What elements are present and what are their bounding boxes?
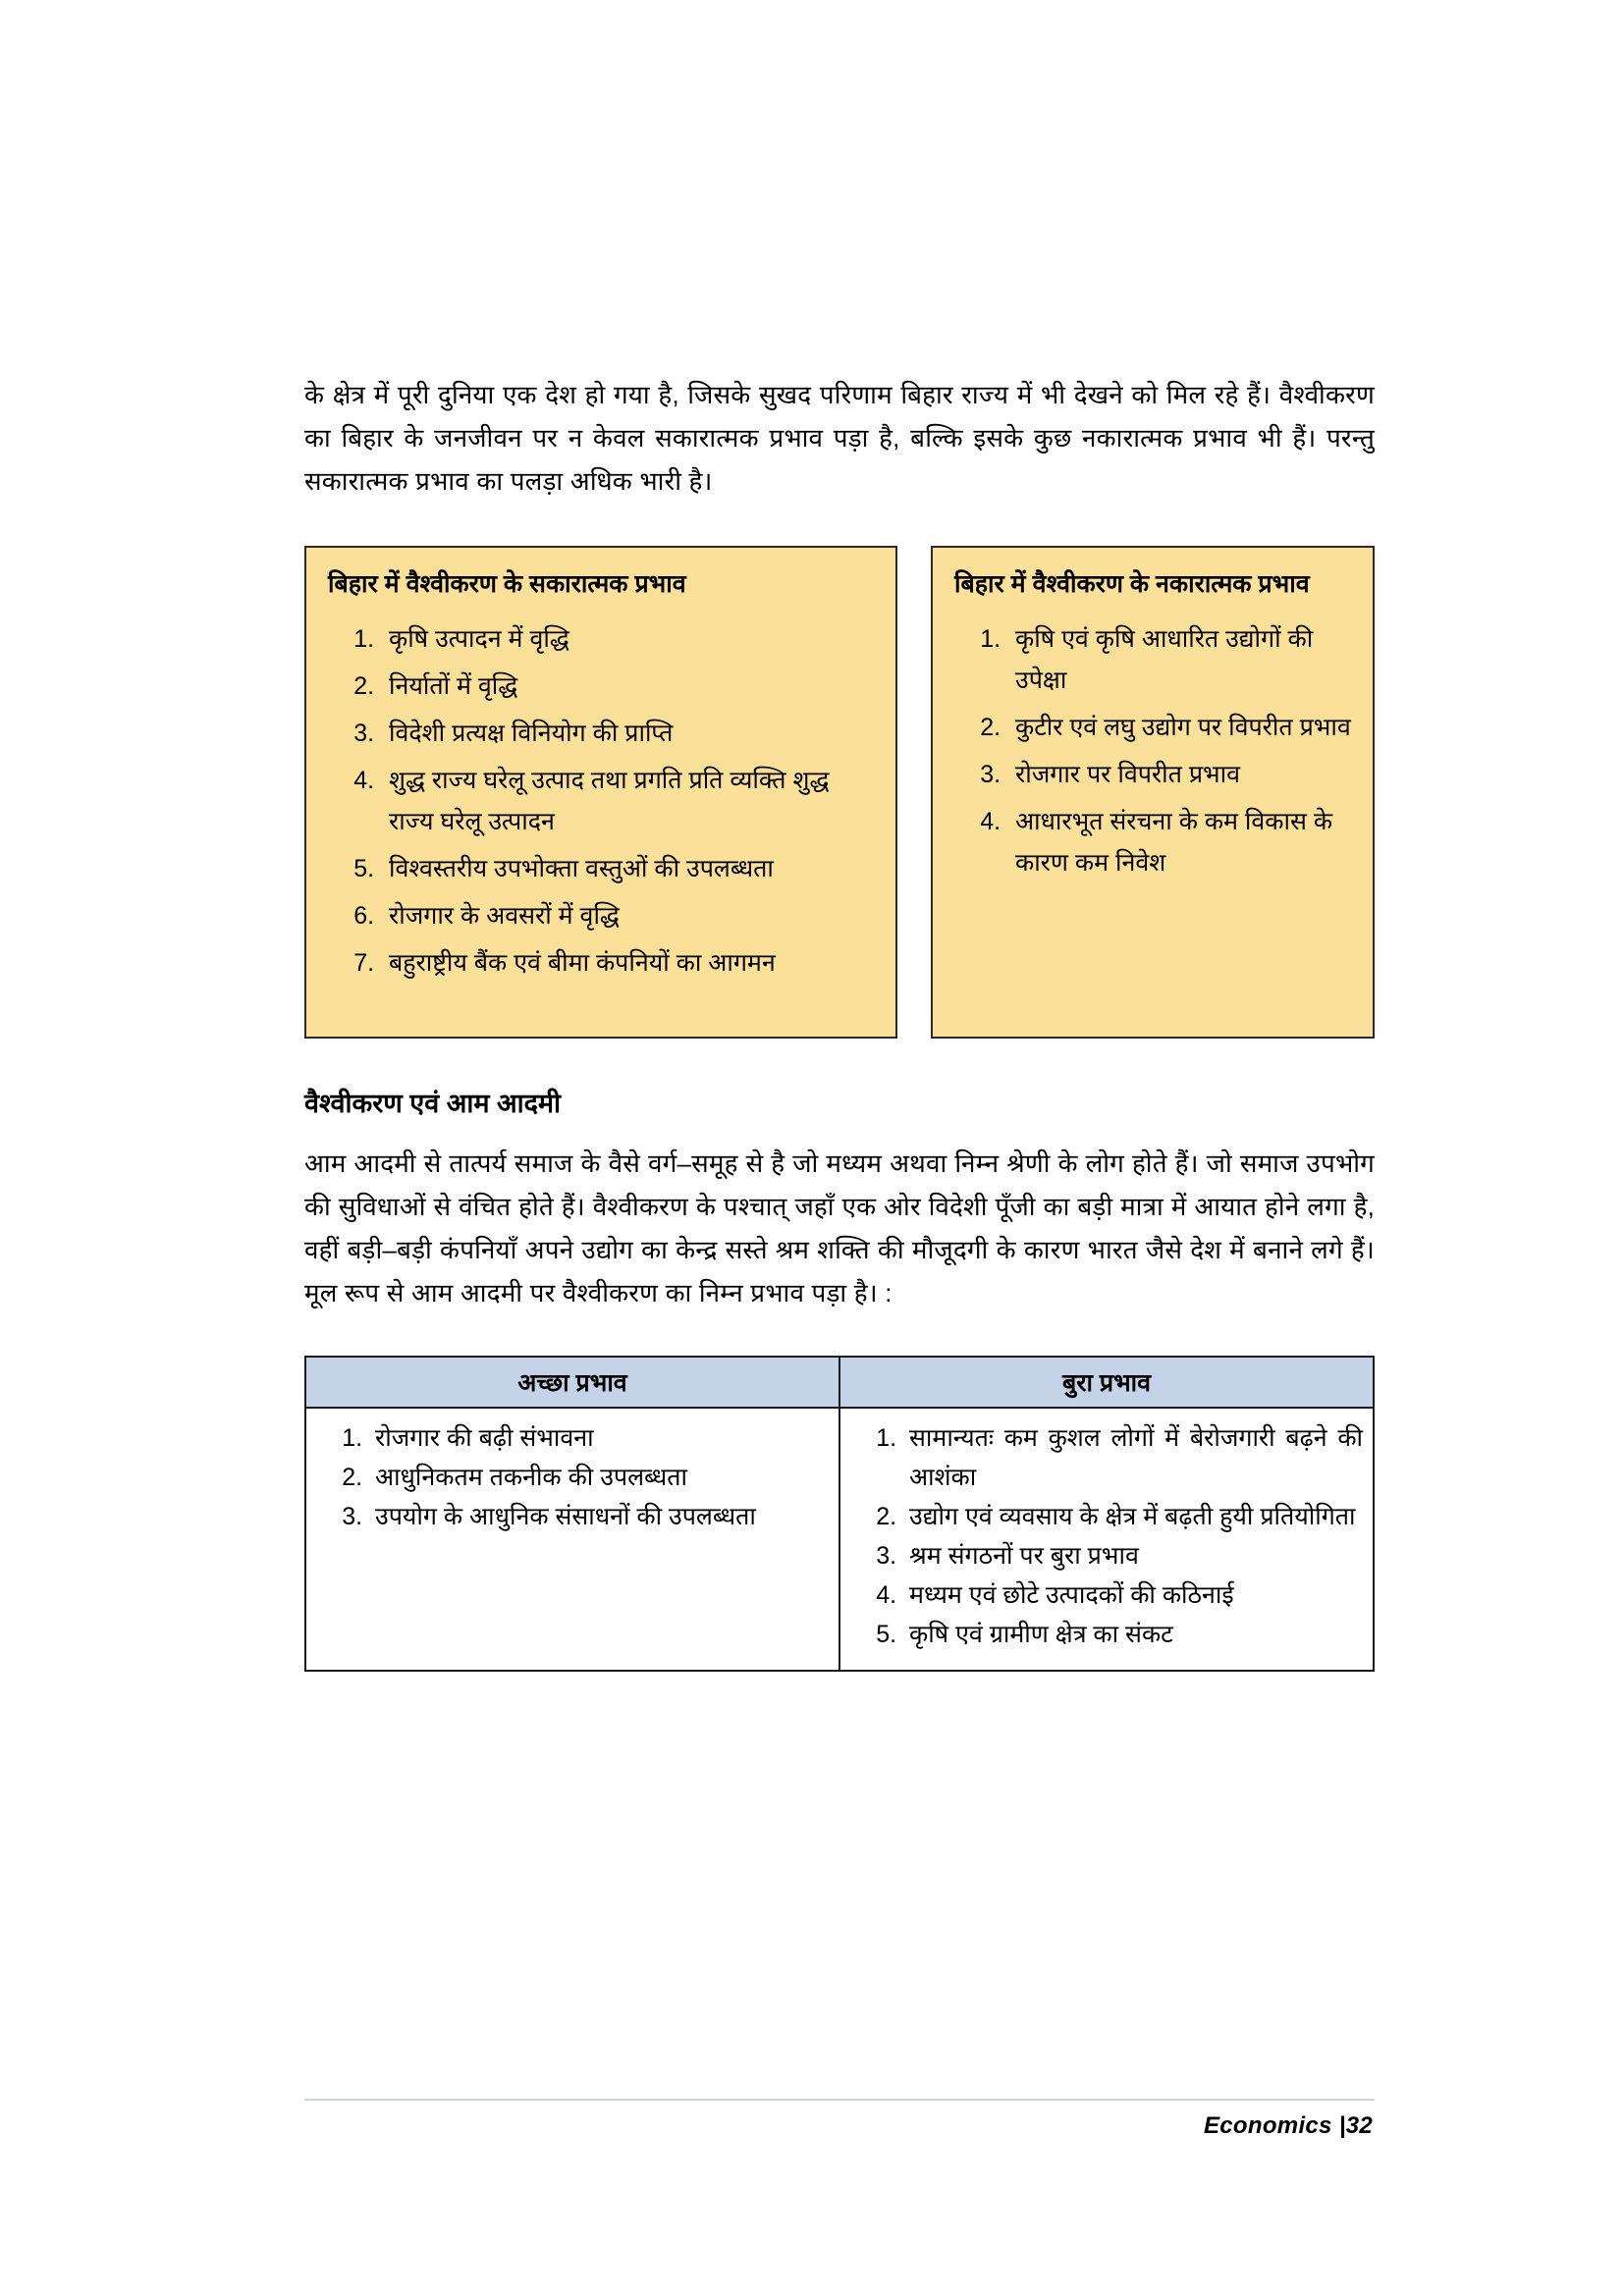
- footer-divider: [304, 2099, 1375, 2101]
- effects-table: [304, 1356, 1375, 1672]
- list-item: 6. रोजगार के अवसरों में वृद्धि: [381, 895, 874, 936]
- page-footer: [1204, 2112, 1373, 2140]
- good-effects-list: [316, 1418, 829, 1536]
- good-effects-cell: [305, 1408, 839, 1671]
- negative-effects-list: [954, 618, 1351, 883]
- list-item: 5. कृषि एवं ग्रामीण क्षेत्र का संकट: [903, 1615, 1363, 1654]
- list-item: 5. विश्वस्तरीय उपभोक्ता वस्तुओं की उपलब्धता: [381, 848, 874, 889]
- column-header-bad: बुरा प्रभाव: [839, 1357, 1374, 1408]
- list-item: 4. शुद्ध राज्य घरेलू उत्पाद तथा प्रगति प्रति व्यक्ति शुद्ध राज्य घरेलू उत्पादन: [381, 760, 874, 842]
- effects-boxes: [304, 546, 1375, 1039]
- negative-effects-box: [931, 546, 1375, 1039]
- bad-effects-list: [850, 1418, 1363, 1654]
- list-item: 3. विदेशी प्रत्यक्ष विनियोग की प्राप्ति: [381, 713, 874, 754]
- list-item: 4. आधारभूत संरचना के कम विकास के कारण कम निवेश: [1007, 801, 1351, 883]
- list-item: 3. श्रम संगठनों पर बुरा प्रभाव: [903, 1536, 1363, 1575]
- page-content: [304, 373, 1375, 1672]
- list-item: 1. कृषि उत्पादन में वृद्धि: [381, 618, 874, 660]
- footer-page-number: |32: [1338, 2112, 1373, 2139]
- negative-effects-title: बिहार में वैश्वीकरण के नकारात्मक प्रभाव: [954, 570, 1310, 598]
- list-item: 3. उपयोग के आधुनिक संसाधनों की उपलब्धता: [369, 1497, 829, 1536]
- column-header-good: अच्छा प्रभाव: [305, 1357, 839, 1408]
- list-item: 1. कृषि एवं कृषि आधारित उद्योगों की उपेक्षा: [1007, 618, 1351, 701]
- list-item: 2. निर्यातों में वृद्धि: [381, 666, 874, 707]
- list-item: 1. रोजगार की बढ़ी संभावना: [369, 1418, 829, 1458]
- list-item: 2. उद्योग एवं व्यवसाय के क्षेत्र में बढ़ती हुयी प्रतियोगिता: [903, 1497, 1363, 1536]
- bad-effects-cell: [839, 1408, 1374, 1671]
- list-item: 2. आधुनिकतम तकनीक की उपलब्धता: [369, 1458, 829, 1497]
- list-item: 7. बहुराष्ट्रीय बैंक एवं बीमा कंपनियों का आगमन: [381, 942, 874, 984]
- list-item: 3. रोजगार पर विपरीत प्रभाव: [1007, 754, 1351, 795]
- positive-effects-box: [304, 546, 897, 1039]
- table-row: [305, 1408, 1374, 1671]
- intro-paragraph: के क्षेत्र में पूरी दुनिया एक देश हो गया है, जिसके सुखद परिणाम बिहार राज्य में भी देखने को मिल रहे हैं। वैश्वीकरण का बिहार के जनजीवन पर न केवल सकारात्मक प्रभाव पड़ा है, बल्कि इसके कुछ नकारात्मक प्रभाव भी हैं। परन्तु सकारात्मक प्रभाव का पलड़ा अधिक भारी है।: [304, 380, 1375, 496]
- table-header-row: [305, 1357, 1374, 1408]
- positive-effects-list: [328, 618, 874, 984]
- list-item: 4. मध्यम एवं छोटे उत्पादकों की कठिनाई: [903, 1575, 1363, 1615]
- list-item: 2. कुटीर एवं लघु उद्योग पर विपरीत प्रभाव: [1007, 707, 1351, 748]
- positive-effects-title: बिहार में वैश्वीकरण के सकारात्मक प्रभाव: [328, 570, 686, 598]
- section-paragraph: आम आदमी से तात्पर्य समाज के वैसे वर्ग–समूह से है जो मध्यम अथवा निम्न श्रेणी के लोग होते हैं। जो समाज उपभोग की सुविधाओं से वंचित होते हैं। वैश्वीकरण के पश्चात् जहाँ एक ओर विदेशी पूँजी का बड़ी मात्रा में आयात होने लगा है, वहीं बड़ी–बड़ी कंपनियाँ अपने उद्योग का केन्द्र सस्ते श्रम शक्ति की मौजूदगी के कारण भारत जैसे देश में बनाने लगे हैं। मूल रूप से आम आदमी पर वैश्वीकरण का निम्न प्रभाव पड़ा है। :: [304, 1148, 1375, 1308]
- list-item: 1. सामान्यतः कम कुशल लोगों में बेरोजगारी बढ़ने की आशंका: [903, 1418, 1363, 1497]
- section-heading: वैश्वीकरण एवं आम आदमी: [304, 1089, 562, 1118]
- footer-subject: Economics: [1203, 2112, 1332, 2139]
